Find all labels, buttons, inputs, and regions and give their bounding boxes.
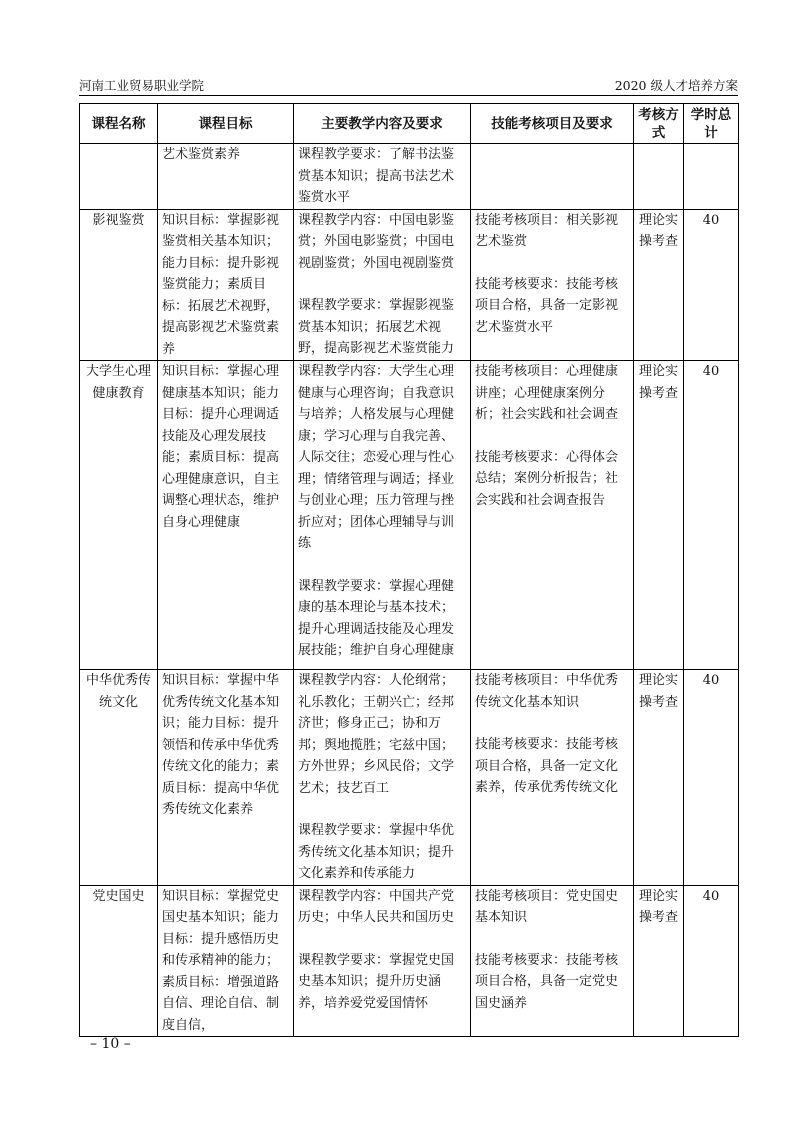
course-goal	[158, 885, 294, 1037]
course-name: 影视鉴赏	[80, 209, 158, 361]
curriculum-table	[79, 103, 739, 1037]
course-name: 大学生心理健康教育	[80, 361, 158, 670]
total-hours: 40	[684, 361, 739, 670]
assessment-method	[634, 144, 684, 210]
course-goal	[158, 361, 294, 670]
requirement-text: 课程教学要求：掌握党史国史基本知识；提升历史涵养，培养爱党爱国情怀	[298, 952, 455, 1011]
school-name: 河南工业贸易职业学院	[79, 78, 205, 93]
content-text: 课程教学内容：中国共产党历史；中华人民共和国历史	[298, 888, 455, 925]
table-row	[80, 144, 739, 210]
table-row	[80, 361, 739, 670]
total-hours	[684, 144, 739, 210]
assessment-method: 理论实操考查	[634, 209, 684, 361]
assessment-method: 理论实操考查	[634, 361, 684, 670]
table-header-row	[80, 104, 739, 144]
skill-requirement-text: 技能考核要求：技能考核项目合格，具备一定党史国史涵养	[475, 952, 619, 1011]
table-row	[80, 670, 739, 886]
skill-item-text: 技能考核项目：相关影视艺术鉴赏	[475, 212, 619, 249]
content-text: 课程教学内容：大学生心理健康与心理咨询；自我意识与培养；人格发展与心理健康；学习心理与自我完善、人际交往；恋爱心理与性心理；情绪管理与调适；择业与创业心理；压力管理与挫折应对；团体心理辅导与训练	[298, 364, 455, 551]
table-row	[80, 209, 739, 361]
header-course-name: 课程名称	[80, 104, 158, 144]
goal-text: 艺术鉴赏素养	[162, 147, 241, 162]
course-name	[80, 144, 158, 210]
teaching-content	[294, 361, 471, 670]
skill-assessment	[471, 209, 634, 361]
total-hours: 40	[684, 885, 739, 1037]
skill-requirement-text: 技能考核要求：技能考核项目合格，具备一定文化素养，传承优秀传统文化	[475, 737, 619, 795]
header-skill: 技能考核项目及要求	[471, 104, 634, 144]
header-content: 主要教学内容及要求	[294, 104, 471, 144]
page-header	[79, 74, 738, 94]
teaching-content	[294, 144, 471, 210]
content-text: 课程教学内容：人伦纲常；礼乐教化；王朝兴亡；经邦济世；修身正己；协和万邦；舆地揽胜；宅兹中国；方外世界；乡风民俗；文学艺术；技艺百工	[298, 673, 455, 796]
skill-item-text: 技能考核项目：心理健康讲座；心理健康案例分析；社会实践和社会调查	[475, 364, 619, 422]
skill-requirement-text: 技能考核要求：技能考核项目合格，具备一定影视艺术鉴赏水平	[475, 276, 619, 335]
course-goal	[158, 209, 294, 361]
skill-requirement-text: 技能考核要求：心得体会总结；案例分析报告；社会实践和社会调查报告	[475, 449, 619, 508]
content-text: 课程教学内容：中国电影鉴赏；外国电影鉴赏；中国电视剧鉴赏；外国电视剧鉴赏	[298, 212, 455, 271]
assessment-method: 理论实操考查	[634, 670, 684, 886]
teaching-content	[294, 885, 471, 1037]
skill-item-text: 技能考核项目：党史国史基本知识	[475, 888, 619, 925]
skill-assessment	[471, 670, 634, 886]
teaching-content	[294, 209, 471, 361]
course-name: 中华优秀传统文化	[80, 670, 158, 886]
header-hours: 学时总计	[684, 104, 739, 144]
skill-assessment	[471, 885, 634, 1037]
requirement-text: 课程教学要求：掌握中华优秀传统文化基本知识；提升文化素养和传承能力	[298, 823, 455, 881]
course-goal	[158, 144, 294, 210]
requirement-text: 课程教学要求：掌握影视鉴赏基本知识；拓展艺术视野，提高影视艺术鉴赏能力	[298, 298, 455, 356]
goal-text: 知识目标：掌握中华优秀传统文化基本知识；能力目标：提升领悟和传承中华优秀传统文化的能力；素质目标：提高中华优秀传统文化素养	[162, 673, 280, 817]
document-title: 2020 级人才培养方案	[614, 78, 738, 93]
skill-assessment	[471, 144, 634, 210]
table-row	[80, 885, 739, 1037]
skill-assessment	[471, 361, 634, 670]
course-name: 党史国史	[80, 885, 158, 1037]
header-course-goal: 课程目标	[158, 104, 294, 144]
teaching-content	[294, 670, 471, 886]
goal-text: 知识目标：掌握党史国史基本知识；能力目标：提升感悟历史和传承精神的能力；素质目标：增强道路自信、理论自信、制度自信，	[162, 888, 280, 1033]
skill-item-text: 技能考核项目：中华优秀传统文化基本知识	[475, 673, 619, 710]
header-rule	[79, 95, 738, 96]
total-hours: 40	[684, 670, 739, 886]
total-hours: 40	[684, 209, 739, 361]
requirement-text: 课程教学要求：掌握心理健康的基本理论与基本技术；提升心理调适技能及心理发展技能；维护自身心理健康	[298, 578, 455, 658]
header-method: 考核方式	[634, 104, 684, 144]
goal-text: 知识目标：掌握心理健康基本知识；能力目标：提升心理调适技能及心理发展技能；素质目标：提高心理健康意识，自主调整心理状态，维护自身心理健康	[162, 364, 280, 530]
assessment-method: 理论实操考查	[634, 885, 684, 1037]
course-goal	[158, 670, 294, 886]
page-number: – 10 –	[90, 1036, 131, 1052]
requirement-text: 课程教学要求：了解书法鉴赏基本知识；提高书法艺术鉴赏水平	[298, 147, 455, 205]
goal-text: 知识目标：掌握影视鉴赏相关基本知识；能力目标：提升影视鉴赏能力；素质目标：拓展艺术视野，提高影视艺术鉴赏素养	[162, 212, 280, 357]
